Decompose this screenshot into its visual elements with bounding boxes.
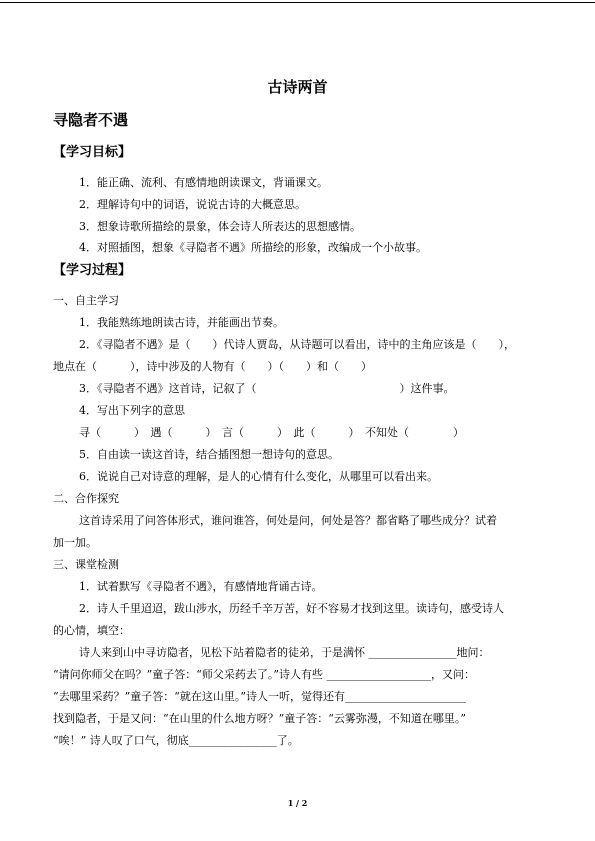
- part1-line: 1．我能熟练地朗读古诗，并能画出节奏。: [79, 316, 284, 329]
- part2-title: 二、合作探究: [53, 492, 119, 505]
- part3-line: 的心情，填空：: [53, 624, 130, 637]
- part1-line: 5．自由读一读这首诗，结合插图想一想诗句的意思。: [79, 448, 339, 461]
- part3-line: 诗人来到山中寻访隐者，见松下站着隐者的徒弟，于是满怀 ________________地问：: [79, 646, 490, 659]
- part1-title: 一、自主学习: [53, 294, 119, 307]
- part1-line: 4．写出下列字的意思: [79, 404, 185, 417]
- part1-line: 2．《寻隐者不遇》是（ ）代诗人贾岛，从诗题可以看出，诗中的主角应该是（ ），: [79, 338, 515, 351]
- goal-item: 4．对照插图，想象《寻隐者不遇》所描绘的形象，改编成一个小故事。: [79, 241, 427, 254]
- part3-line: “请问你师父在吗？”童子答：“师父采药去了。”诗人有些 ___________________，又问：: [53, 668, 475, 681]
- part2-line: 这首诗采用了问答体形式，谁问谁答，何处是问，何处是答？都省略了哪些成分？试着: [79, 514, 497, 527]
- page-number: 1 / 2: [287, 798, 308, 808]
- part3-line: 1．试着默写《寻隐者不遇》，有感情地背诵古诗。: [79, 580, 323, 593]
- goal-item: 3．想象诗歌所描绘的景象，体会诗人所表达的思想感情。: [79, 220, 361, 233]
- part1-line: 寻（ ） 遇（ ） 言（ ） 此（ ） 不知处（ ）: [79, 426, 464, 439]
- header-rule: [0, 2, 595, 3]
- process-heading: 【学习过程】: [53, 263, 132, 278]
- goal-item: 1．能正确、流利、有感情地朗读课文，背诵课文。: [79, 176, 328, 189]
- part3-line: 2．诗人千里迢迢，跋山涉水，历经千辛万苦，好不容易才找到这里。读诗句，感受诗人: [79, 602, 504, 615]
- poem-title: 寻隐者不遇: [53, 111, 129, 129]
- part3-line: “去哪里采药？”童子答：“就在这山里。”诗人一听，觉得还有______________________: [53, 690, 466, 703]
- goal-item: 2．理解诗句中的词语，说说古诗的大概意思。: [79, 198, 306, 211]
- part3-line: “唉！” 诗人叹了口气，彻底________________了。: [53, 734, 299, 747]
- part3-title: 三、课堂检测: [53, 558, 119, 571]
- part1-line: 6．说说自己对诗意的理解，是人的心情有什么变化，从哪里可以看出来。: [79, 470, 438, 483]
- part1-line: 地点在（ ），诗中涉及的人物有（ ）（ ）和（ ）: [53, 360, 372, 373]
- goals-heading: 【学习目标】: [53, 145, 132, 160]
- part1-line: 3．《寻隐者不遇》这首诗，记叙了（ ）这件事。: [79, 382, 455, 395]
- page-title: 古诗两首: [267, 78, 328, 96]
- part2-line: 加一加。: [53, 536, 97, 549]
- part3-line: 找到隐者，于是又问：“在山里的什么地方呀？”童子答：“云雾弥漫，不知道在哪里。”: [53, 712, 466, 725]
